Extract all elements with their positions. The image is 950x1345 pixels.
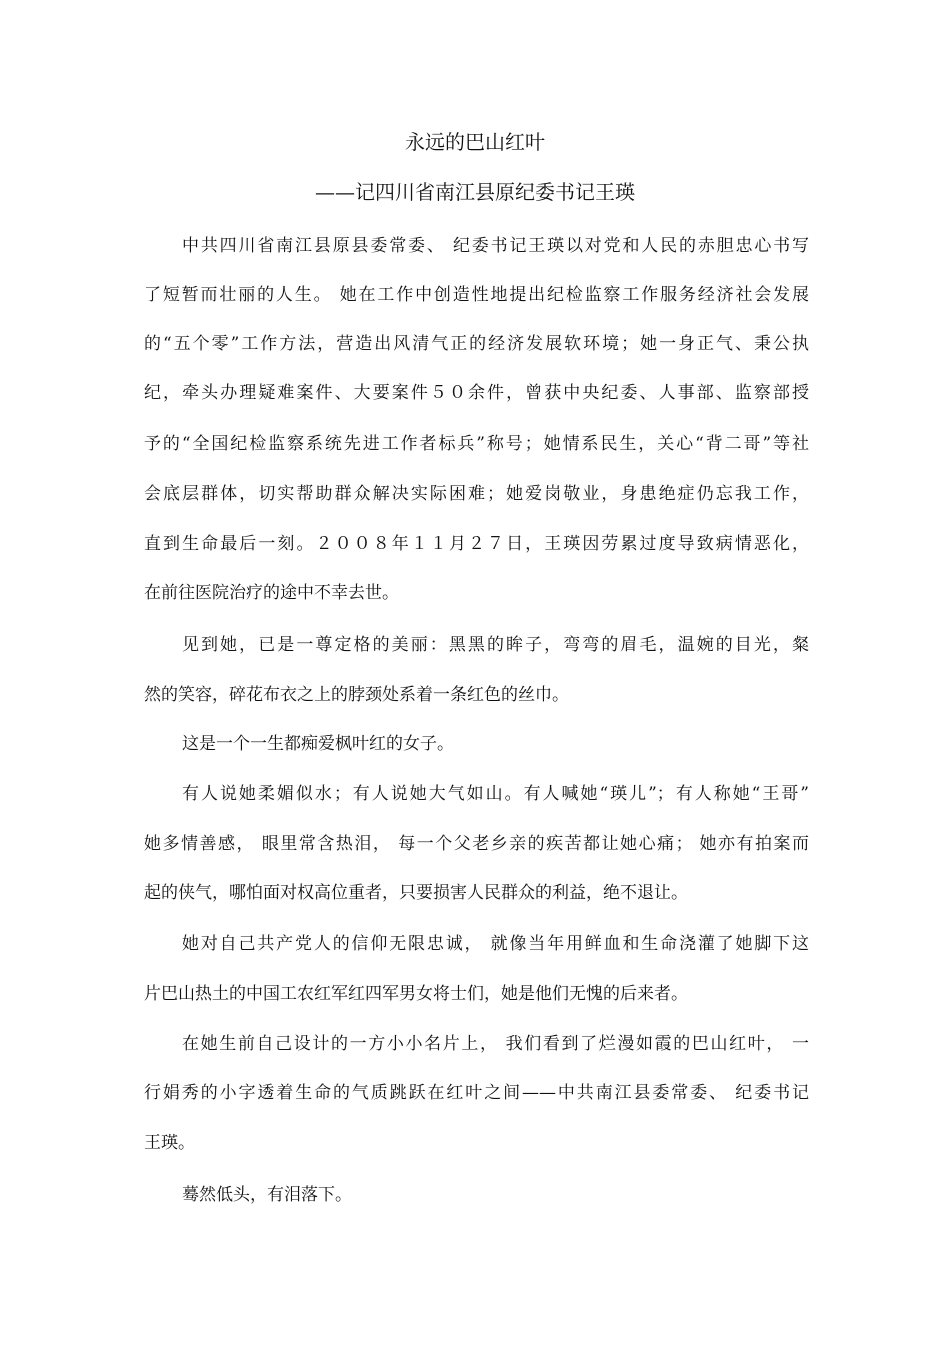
document-title: 永远的巴山红叶 [405,130,545,154]
paragraph-line: 王瑛。 [144,1133,195,1153]
paragraph-line: 直到生命最后一刻。２００８年１１月２７日，王瑛因劳累过度导致病情恶化， [144,534,809,554]
paragraph-line: 了短暂而壮丽的人生。 她在工作中创造性地提出纪检监察工作服务经济社会发展 [144,285,809,305]
paragraph-line: 予的“全国纪检监察系统先进工作者标兵”称号；她情系民生，关心“背二哥”等社 [144,434,809,454]
paragraph-line: 会底层群体，切实帮助群众解决实际困难；她爱岗敬业，身患绝症仍忘我工作， [144,484,809,504]
paragraph-line: 然的笑容，碎花布衣之上的脖颈处系着一条红色的丝巾。 [144,685,569,705]
paragraph-line: 纪，牵头办理疑难案件、大要案件５０余件，曾获中央纪委、人事部、监察部授 [144,383,809,403]
paragraph-line: 有人说她柔媚似水；有人说她大气如山。有人喊她“瑛儿”；有人称她“王哥” [182,784,809,804]
paragraph-line: 见到她，已是一尊定格的美丽：黑黑的眸子，弯弯的眉毛，温婉的目光，粲 [182,635,809,655]
paragraph-line: 在前往医院治疗的途中不幸去世。 [144,583,399,603]
paragraph-line: 蓦然低头，有泪落下。 [182,1185,352,1205]
paragraph-line: 起的侠气，哪怕面对权高位重者，只要损害人民群众的利益，绝不退让。 [144,883,688,903]
paragraph-line: 中共四川省南江县原县委常委、 纪委书记王瑛以对党和人民的赤胆忠心书写 [182,236,809,256]
paragraph-line: 她多情善感， 眼里常含热泪， 每一个父老乡亲的疾苦都让她心痛； 她亦有拍案而 [144,834,809,854]
paragraph-line: 片巴山热土的中国工农红军红四军男女将士们，她是他们无愧的后来者。 [144,984,688,1004]
paragraph-line: 这是一个一生都痴爱枫叶红的女子。 [182,734,454,754]
document-subtitle: ——记四川省南江县原纪委书记王瑛 [315,180,635,204]
paragraph-line: 的“五个零”工作方法，营造出风清气正的经济发展软环境；她一身正气、秉公执 [144,334,809,354]
paragraph-line: 她对自己共产党人的信仰无限忠诚， 就像当年用鲜血和生命浇灌了她脚下这 [182,934,809,954]
paragraph-line: 在她生前自己设计的一方小小名片上， 我们看到了烂漫如霞的巴山红叶， 一 [182,1034,809,1054]
paragraph-line: 行娟秀的小字透着生命的气质跳跃在红叶之间——中共南江县委常委、 纪委书记 [144,1083,809,1103]
